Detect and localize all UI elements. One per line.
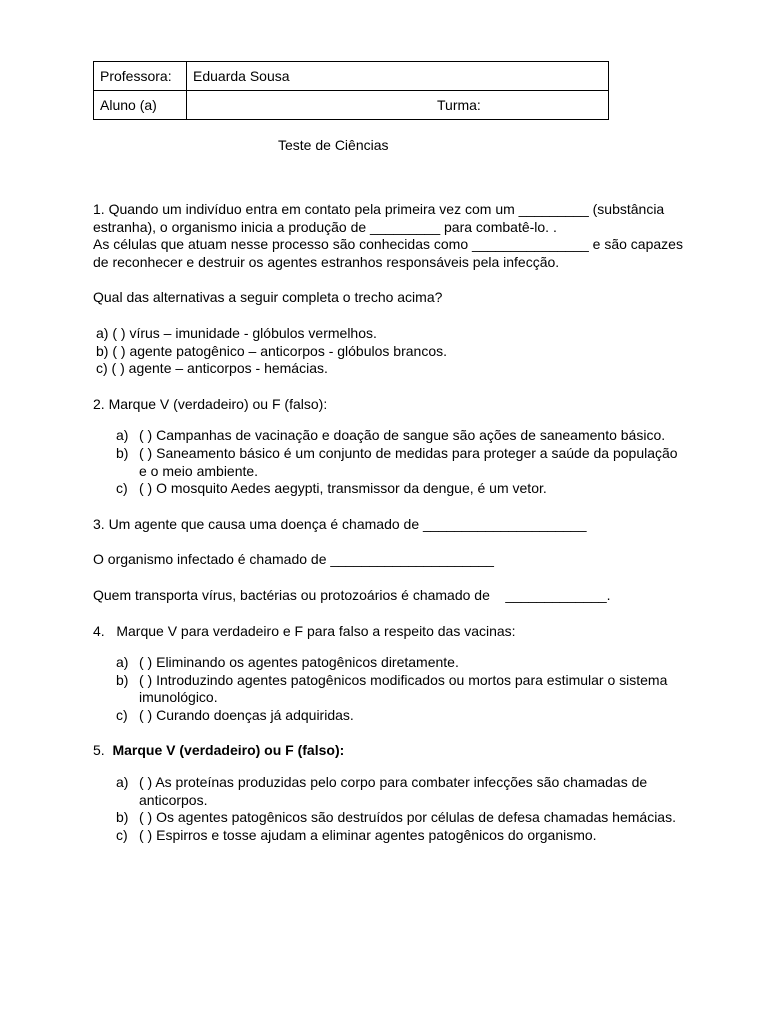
q4-option-a — [93, 654, 683, 672]
q4-option-c — [93, 707, 683, 725]
q1-alternative-b: b) ( ) agente patogênico – anticorpos - glóbulos brancos. — [96, 342, 447, 359]
q1-alternative-c: c) ( ) agente – anticorpos - hemácias. — [96, 360, 328, 377]
option-text: ( ) As proteínas produzidas pelo corpo para combater infecções são chamadas de anticorpos. — [139, 774, 648, 808]
option-label: b) — [116, 671, 129, 688]
option-text: ( ) Espirros e tosse ajudam a eliminar agentes patogênicos do organismo. — [139, 826, 597, 843]
q3-line2: O organismo infectado é chamado de _____________________ — [93, 551, 494, 568]
header-table — [93, 61, 609, 120]
test-content — [93, 201, 683, 844]
option-text: ( ) Introduzindo agentes patogênicos modificados ou mortos para estimular o sistema imunológico. — [139, 671, 668, 706]
q1-line1: 1. Quando um indivíduo entra em contato pela primeira vez com um _________ (substância estranha), o organismo inicia a produção de _________ para combatê-lo. . — [93, 201, 665, 235]
q5-option-a — [93, 774, 683, 809]
q2-option-b — [93, 445, 683, 480]
option-label: a) — [116, 427, 129, 444]
option-label: b) — [116, 444, 129, 461]
option-label: c) — [116, 480, 128, 497]
option-text: ( ) Curando doenças já adquiridas. — [139, 706, 354, 723]
class-label: Turma: — [437, 97, 481, 113]
q3-line3: Quem transporta vírus, bactérias ou protozoários é chamado de _____________. — [93, 586, 611, 603]
q1-alternative-a: a) ( ) vírus – imunidade - glóbulos vermelhos. — [96, 324, 377, 341]
teacher-label: Professora: — [94, 62, 187, 91]
q1-question: Qual das alternativas a seguir completa o trecho acima? — [93, 289, 443, 306]
option-label: c) — [116, 826, 128, 843]
q5-option-b — [93, 809, 683, 827]
option-text: ( ) Eliminando os agentes patogênicos diretamente. — [139, 654, 459, 671]
q5-option-c — [93, 827, 683, 845]
student-name-cell — [187, 91, 609, 120]
q2-title: 2. Marque V (verdadeiro) ou F (falso): — [93, 395, 328, 412]
q5-title: Marque V (verdadeiro) ou F (falso): — [112, 742, 345, 759]
option-label: a) — [116, 654, 129, 671]
q4-option-b — [93, 672, 683, 707]
student-label: Aluno (a) — [94, 91, 187, 120]
option-label: a) — [116, 774, 129, 791]
q3-line1: 3. Um agente que causa uma doença é chamado de _____________________ — [93, 515, 587, 532]
q1-line2: As células que atuam nesse processo são conhecidas como _______________ e são capazes de reconhecer e destruir os agentes estranhos responsáveis pela infecção. — [93, 236, 683, 270]
student-row — [94, 91, 609, 120]
q2-option-a — [93, 427, 683, 445]
q5-heading — [93, 742, 683, 760]
q2-option-c — [93, 480, 683, 498]
option-text: ( ) Campanhas de vacinação e doação de sangue são ações de saneamento básico. — [139, 427, 666, 444]
option-label: b) — [116, 809, 129, 826]
page-title: Teste de Ciências — [278, 137, 389, 153]
option-text: ( ) Saneamento básico é um conjunto de medidas para proteger a saúde da população e o meio ambiente. — [139, 444, 678, 479]
option-text: ( ) O mosquito Aedes aegypti, transmissor da dengue, é um vetor. — [139, 480, 547, 497]
q4-title: 4. Marque V para verdadeiro e F para falso a respeito das vacinas: — [93, 622, 516, 639]
q5-number: 5. — [93, 742, 105, 759]
teacher-row — [94, 62, 609, 91]
option-text: ( ) Os agentes patogênicos são destruídos por células de defesa chamadas hemácias. — [139, 809, 676, 826]
teacher-name: Eduarda Sousa — [187, 62, 609, 91]
option-label: c) — [116, 706, 128, 723]
